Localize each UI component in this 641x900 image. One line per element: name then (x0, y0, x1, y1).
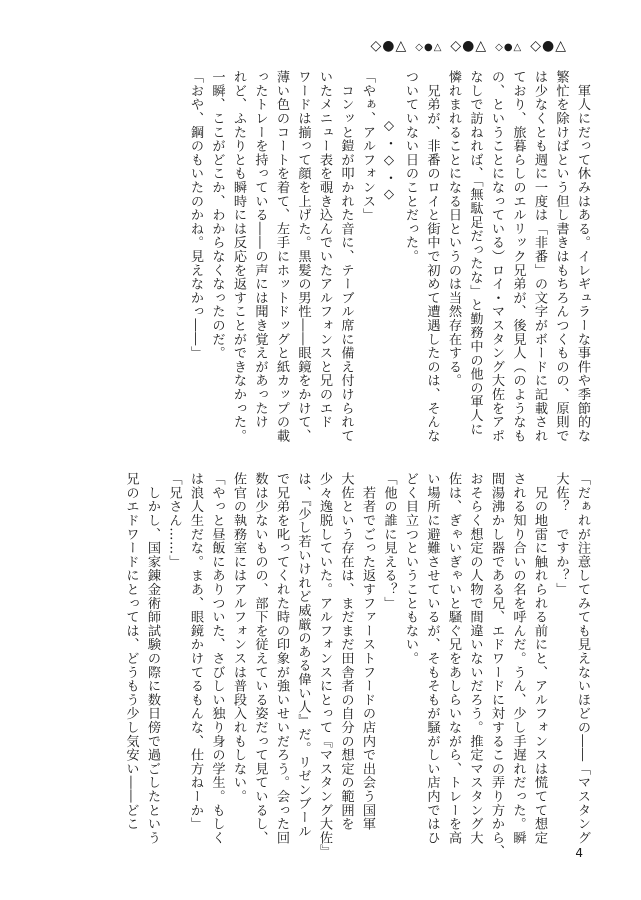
text-column: どく目立つということもない。 (403, 472, 418, 666)
text-column: れど、ふたりとも瞬時には反応を返すことができなかった。 (231, 70, 246, 443)
ornament-glyph-group: ◇●△ (530, 38, 567, 54)
text-column: おそらく想定の人物で間違いないだろう。推定マスタング大 (467, 472, 483, 845)
text-column: い場所に避難させているが、そもそもが騒がしい店内ではひ (424, 472, 440, 845)
text-column: 繁忙を除けばという但し書きはもちろんつくものの、原則で (553, 70, 569, 443)
text-column: 少々逸脱していた。アルフォンスにとって『マスタング大佐』 (317, 472, 332, 859)
header-ornament (371, 38, 567, 54)
ornament-glyph-group: ◇●△ (495, 42, 523, 53)
text-column: 憐れまれることになる日というのは当然存在する。 (446, 70, 461, 388)
text-column: しかし、国家錬金術師試験の際に数日傍で過ごしたという (145, 472, 160, 845)
text-column: 「兄さん……」 (166, 472, 182, 569)
text-column: 数は少ないものの、部下を従えている姿だって見ているし、 (252, 472, 268, 845)
text-column: で兄弟を叱ってくれた時の印象が強いせいだろう。会った回 (274, 472, 289, 845)
text-column: ついていない日のことだった。 (403, 70, 418, 264)
text-column: 薄い色のコートを着て、左手にホットドッグと紙カップの載 (274, 70, 289, 443)
page-number: 4 (575, 846, 583, 860)
ornament-glyph-group: ◇●△ (415, 42, 443, 53)
text-column: は少なくとも週に一度は「非番」の文字がボードに記載され (532, 70, 547, 443)
text-column: は浪人生だな。まあ、眼鏡かけてるもんな、仕方ねーか」 (188, 472, 203, 831)
text-column: 大佐という存在は、まだまだ田舎者の自分の想定の範囲を (338, 472, 354, 831)
text-block-upper (185, 70, 594, 443)
ornament-glyph-group: ◇●△ (370, 38, 408, 54)
text-column: 間湯沸かし器である兄、エドワードに対するこの弄り方から、 (489, 472, 504, 859)
text-column: ったトレーを持っている――の声には聞き覚えがあったけ (252, 70, 268, 429)
text-column: なしで訪ねれば、「無駄足だったな」と勤務中の他の軍人に (467, 70, 483, 436)
text-column: 佐は、ぎゃいぎゃいと騒ぐ兄をあしらいながら、トレーを高 (446, 472, 461, 845)
text-column: 「やぁ、アルフォンス」 (360, 70, 375, 222)
text-block-lower (120, 472, 593, 859)
text-column: 佐官の執務室にはアルフォンスは普段入れもしない。 (231, 472, 246, 804)
text-column: は、『少し若いけれど威厳のある偉い人』だ。リゼンブール (295, 472, 311, 838)
text-column: 若者でごった返すファーストフードの店内で出会う国軍 (360, 472, 375, 831)
text-column: 兄の地雷に触れられる前にと、アルフォンスは慌てて想定 (532, 472, 547, 845)
section-break: ◇・◇・◇ (381, 70, 397, 205)
text-column: 「他の誰に見える？」 (381, 472, 397, 610)
text-column: ワードは揃って顔を上げた。黒髪の男性――眼鏡をかけて、 (295, 70, 311, 443)
text-column: される知り合いの名を呼んだ。うん、少し手遅れだった。瞬 (510, 472, 526, 845)
text-column: 「やっと昼飯にありついた、さびしい独り身の学生。もしく (209, 472, 225, 845)
text-column: 兄弟が、非番のロイと街中で初めて遭遇したのは、そんな (424, 70, 440, 443)
text-column: 一瞬、ここがどこか、わからなくなったのだ。 (209, 70, 225, 360)
text-column: ており、旅暮らしのエルリック兄弟が、後見人（のようなも (510, 70, 526, 443)
text-column: コンッと鎧が叩かれた音に、テーブル席に備え付けられて (338, 70, 354, 443)
text-column: 兄のエドワードにとっては、どうもう少し気安い――どこ (123, 472, 139, 831)
text-column: 「だぁれが注意してみても見えないほどの――「マスタング (575, 472, 590, 845)
text-column: 大佐？ ですか？」 (553, 472, 569, 597)
ornament-glyph-group: ◇●△ (450, 38, 488, 54)
text-column: 軍人にだって休みはある。イレギュラーな事件や季節的な (575, 70, 590, 443)
text-column: いたメニュー表を覗き込んでいたアルフォンスと兄のエド (317, 70, 332, 429)
text-column: の、ということになっている）ロイ・マスタング大佐をアポ (489, 70, 504, 443)
text-column: 「おや、鋼のもいたのかね。見えなかっ――」 (188, 70, 203, 360)
